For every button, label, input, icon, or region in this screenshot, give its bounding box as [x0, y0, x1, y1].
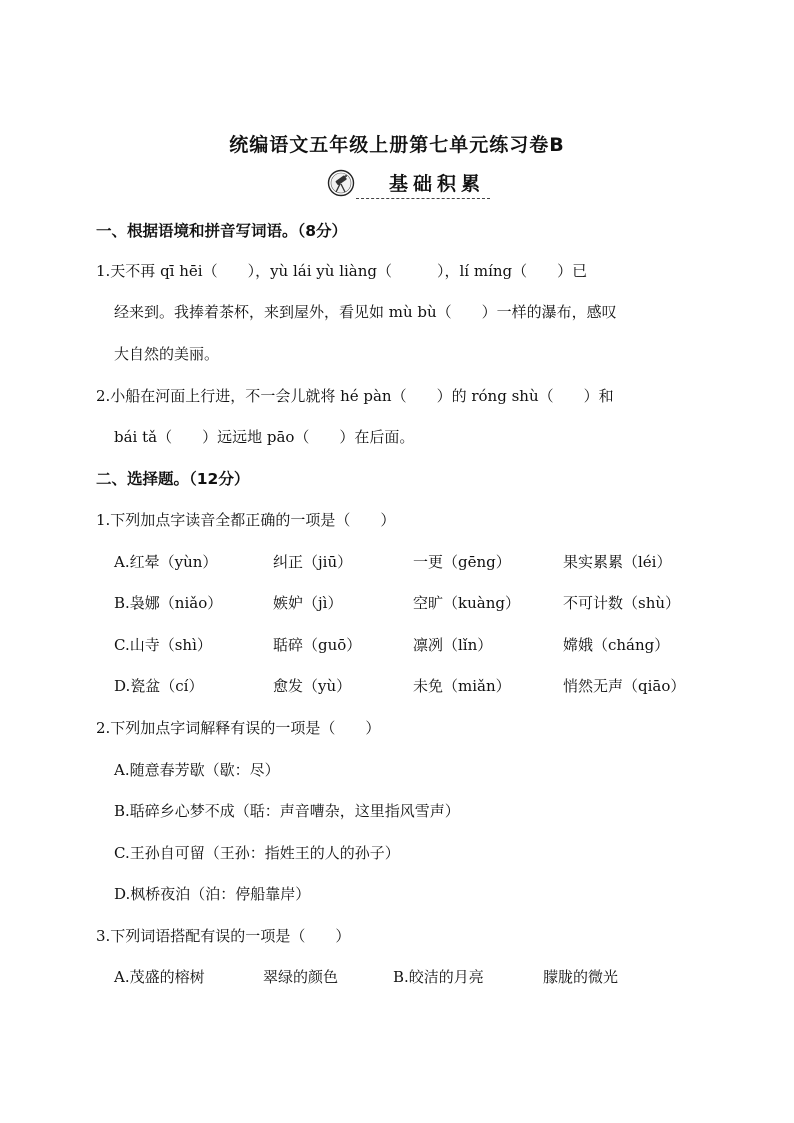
- s2-q1-option-b-1: B.袅娜（niǎo）: [114, 594, 223, 612]
- s2-q1-option-a-2: 纠正（jiū）: [273, 553, 353, 571]
- s1-q2-line-2: bái tǎ（ ）远远地 pāo（ ）在后面。: [114, 428, 415, 446]
- s2-q1-option-d-3: 未免（miǎn）: [413, 677, 511, 695]
- s2-q1-option-d-1: D.瓷盆（cí）: [114, 677, 204, 695]
- s2-q1-option-b-3: 空旷（kuàng）: [413, 594, 520, 612]
- s2-q3-option-b-2: 朦胧的微光: [543, 968, 619, 986]
- s2-q3-option-b-1: B.皎洁的月亮: [393, 968, 484, 986]
- s2-q1-option-c-3: 凛冽（lǐn）: [413, 636, 493, 654]
- s2-q2-option-d: D.枫桥夜泊（泊：停船靠岸）: [114, 885, 311, 903]
- s1-q2-line-1: 2.小船在河面上行进，不一会儿就将 hé pàn（ ）的 róng shù（ ）和: [96, 387, 614, 405]
- s2-q2-option-a: A.随意春芳歇（歇：尽）: [114, 761, 280, 779]
- s2-q2-stem: 2.下列加点字词解释有误的一项是（ ）: [96, 719, 381, 737]
- page-title: 统编语文五年级上册第七单元练习卷B: [229, 134, 565, 156]
- s2-q2-option-c: C.王孙自可留（王孙：指姓王的人的孙子）: [114, 844, 400, 862]
- s2-q3-option-a-2: 翠绿的颜色: [263, 968, 339, 986]
- s2-q1-option-c-4: 嫦娥（cháng）: [563, 636, 670, 654]
- section-2-heading: 二、选择题。（12分）: [96, 470, 250, 488]
- s2-q1-option-a-4: 果实累累（léi）: [563, 553, 672, 571]
- telescope-badge-icon: [327, 169, 355, 197]
- s2-q1-option-a-3: 一更（gēng）: [413, 553, 511, 571]
- s2-q1-option-c-1: C.山寺（shì）: [114, 636, 212, 654]
- s1-q1-line-1: 1.天不再 qī hēi（ ），yù lái yù liàng（ ），lí míng（ ）已: [96, 262, 588, 280]
- section-banner: [327, 168, 490, 202]
- s2-q3-option-a-1: A.茂盛的榕树: [114, 968, 205, 986]
- s1-q1-line-2: 经来到。我捧着茶杯，来到屋外，看见如 mù bù（ ）一样的瀑布，感叹: [114, 303, 617, 321]
- banner-label: 基础积累: [389, 173, 486, 195]
- s2-q1-option-b-2: 嫉妒（jì）: [273, 594, 343, 612]
- section-1-heading: 一、根据语境和拼音写词语。（8分）: [96, 222, 348, 240]
- s1-q1-line-3: 大自然的美丽。: [114, 345, 220, 363]
- s2-q1-option-c-2: 聒碎（guō）: [273, 636, 362, 654]
- s2-q2-option-b: B.聒碎乡心梦不成（聒：声音嘈杂，这里指风雪声）: [114, 802, 460, 820]
- s2-q3-stem: 3.下列词语搭配有误的一项是（ ）: [96, 927, 351, 945]
- s2-q1-option-d-2: 愈发（yù）: [273, 677, 352, 695]
- s2-q1-option-d-4: 悄然无声（qiāo）: [563, 677, 686, 695]
- s2-q1-option-b-4: 不可计数（shù）: [563, 594, 681, 612]
- s2-q1-option-a-1: A.红晕（yùn）: [114, 553, 218, 571]
- banner-underline: [356, 198, 490, 199]
- s2-q1-stem: 1.下列加点字读音全都正确的一项是（ ）: [96, 511, 396, 529]
